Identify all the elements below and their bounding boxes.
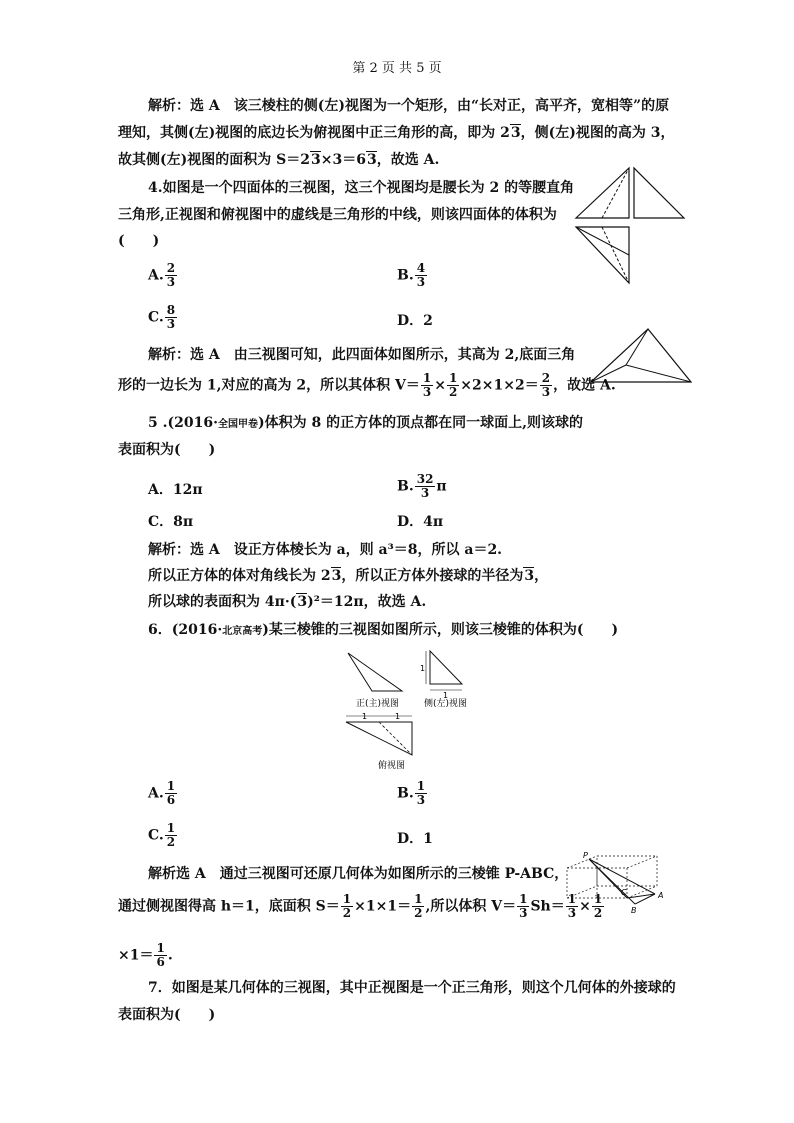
q4-option-b bbox=[397, 262, 428, 289]
q6-stem-line-1 bbox=[148, 620, 618, 642]
text: Sh＝ bbox=[530, 898, 565, 915]
numerator: 1 bbox=[448, 371, 458, 385]
q4-option-d: D．2 bbox=[397, 313, 433, 329]
q5-option-a: A．12π bbox=[148, 482, 203, 498]
dim-label: 1 bbox=[443, 691, 449, 700]
fraction bbox=[540, 372, 552, 399]
q4-three-view-figure bbox=[574, 163, 686, 288]
dim-label: 1 bbox=[362, 712, 368, 721]
pyramid-edges bbox=[589, 859, 655, 904]
numerator: 4 bbox=[416, 261, 426, 275]
top-view bbox=[576, 227, 629, 283]
source-tag: 全国甲卷 bbox=[217, 419, 258, 430]
fraction bbox=[154, 942, 166, 969]
q6-three-view-figure bbox=[338, 645, 484, 775]
label: A. bbox=[148, 785, 164, 802]
point-label-c: C bbox=[621, 888, 627, 897]
denominator: 3 bbox=[422, 385, 432, 399]
numerator: 1 bbox=[156, 941, 165, 955]
denominator: 6 bbox=[166, 793, 176, 807]
prev-solution-line-2 bbox=[118, 123, 675, 143]
text: 理知，其侧(左)视图的底边长为俯视图中正三角形的高，即为 2 bbox=[118, 125, 510, 141]
front-view bbox=[348, 653, 402, 691]
q5-option-b bbox=[397, 473, 447, 500]
denominator: 3 bbox=[420, 486, 430, 500]
q6-pyramid-figure bbox=[563, 850, 667, 914]
text: ×2×1×2＝ bbox=[460, 377, 539, 394]
q6-solution-line-2 bbox=[118, 893, 605, 920]
q5-solution-line-2 bbox=[148, 566, 548, 586]
numerator: 2 bbox=[541, 371, 551, 385]
text: 6．(2016· bbox=[148, 622, 223, 638]
q7-stem-line-2: 表面积为( ) bbox=[118, 1007, 216, 1023]
fraction bbox=[165, 304, 177, 331]
fraction bbox=[165, 262, 177, 289]
front-view bbox=[576, 168, 629, 218]
q6-option-b bbox=[397, 780, 428, 807]
q5-solution-line-1: 解析：选 A 设正方体棱长为 a，则 a³＝8，所以 a＝2. bbox=[148, 542, 503, 558]
numerator: 1 bbox=[166, 779, 176, 793]
dim-label: 1 bbox=[420, 664, 426, 673]
numerator: 1 bbox=[414, 892, 423, 906]
denominator: 3 bbox=[416, 275, 426, 289]
q4-tetrahedron-figure bbox=[588, 325, 694, 387]
sqrt: 3 bbox=[366, 152, 377, 168]
q4-stem-line-2: 三角形,正视图和俯视图中的虚线是三角形的中线，则该四面体的体积为 bbox=[118, 207, 557, 223]
q5-stem-line-2: 表面积为( ) bbox=[118, 442, 216, 458]
side-view-label: 侧(左)视图 bbox=[424, 699, 468, 709]
text: π bbox=[436, 478, 447, 495]
text: ，所以正方体外接球的半径为 bbox=[341, 568, 524, 584]
text: × bbox=[434, 377, 446, 394]
top-view bbox=[346, 712, 412, 755]
q6-solution-line-1: 解析选 A 通过三视图可还原几何体为如图所示的三棱锥 P-ABC， bbox=[148, 866, 569, 882]
fraction bbox=[415, 473, 436, 500]
denominator: 2 bbox=[342, 906, 352, 920]
text: 所以球的表面积为 4π·( bbox=[148, 594, 297, 610]
text: ，故选 A. bbox=[376, 152, 440, 168]
denominator: 3 bbox=[416, 793, 426, 807]
text: 所以正方体的体对角线长为 2 bbox=[148, 568, 331, 584]
text: ， bbox=[534, 568, 549, 584]
numerator: 8 bbox=[166, 303, 176, 317]
numerator: 1 bbox=[567, 892, 577, 906]
fraction bbox=[412, 893, 424, 920]
q7-stem-line-1: 7．如图是某几何体的三视图，其中正视图是一个正三角形，则这个几何体的外接球的 bbox=[148, 980, 676, 996]
fraction bbox=[165, 822, 177, 849]
point-label-b: B bbox=[631, 906, 637, 914]
text: 5 .(2016· bbox=[148, 415, 218, 431]
label: C. bbox=[148, 309, 164, 326]
denominator: 2 bbox=[593, 906, 603, 920]
q5-option-d: D．4π bbox=[397, 514, 444, 530]
sqrt: 3 bbox=[524, 568, 535, 584]
fraction bbox=[447, 372, 459, 399]
text: ×3＝6 bbox=[320, 152, 366, 168]
numerator: 2 bbox=[166, 261, 176, 275]
sqrt: 3 bbox=[297, 594, 308, 610]
q4-stem-line-1: 4.如图是一个四面体的三视图，这三个视图均是腰长为 2 的等腰直角 bbox=[148, 180, 575, 196]
fraction bbox=[341, 893, 353, 920]
q4-option-a bbox=[148, 262, 178, 289]
fraction bbox=[421, 372, 433, 399]
q5-option-c: C．8π bbox=[148, 514, 194, 530]
q4-stem-line-3: ( ) bbox=[118, 233, 160, 249]
label: C. bbox=[148, 827, 164, 844]
q6-option-a bbox=[148, 780, 178, 807]
numerator: 1 bbox=[166, 821, 176, 835]
denominator: 3 bbox=[166, 317, 176, 331]
q6-option-d: D．1 bbox=[397, 831, 433, 847]
source-tag: 北京高考 bbox=[222, 626, 263, 637]
label: B. bbox=[397, 478, 414, 495]
numerator: 1 bbox=[593, 892, 603, 906]
text: ，侧(左)视图的高为 3， bbox=[520, 125, 675, 141]
sqrt: 3 bbox=[310, 152, 321, 168]
prev-solution-line-1: 解析：选 A 该三棱柱的侧(左)视图为一个矩形，由“长对正，高平齐，宽相等”的原 bbox=[148, 98, 670, 114]
text: )体积为 8 的正方体的顶点都在同一球面上,则该球的 bbox=[257, 415, 583, 431]
q6-solution-line-3 bbox=[118, 942, 173, 969]
numerator: 32 bbox=[416, 472, 434, 486]
side-view bbox=[420, 651, 462, 700]
denominator: 3 bbox=[567, 906, 577, 920]
text: )某三棱锥的三视图如图所示，则该三棱锥的体积为( ) bbox=[262, 622, 619, 638]
q4-solution-line-2 bbox=[118, 372, 616, 399]
denominator: 2 bbox=[166, 835, 176, 849]
numerator: 1 bbox=[422, 371, 432, 385]
label: B. bbox=[397, 267, 414, 284]
text: 形的一边长为 1,对应的高为 2，所以其体积 V＝ bbox=[118, 377, 420, 394]
denominator: 3 bbox=[519, 906, 528, 920]
numerator: 1 bbox=[416, 779, 426, 793]
q5-solution-line-3 bbox=[148, 592, 426, 612]
label: A. bbox=[148, 267, 164, 284]
text: ，故选 A. bbox=[553, 377, 616, 394]
front-view-label: 正(主)视图 bbox=[356, 699, 400, 709]
text: ,所以体积 V＝ bbox=[425, 898, 517, 915]
q6-option-c bbox=[148, 822, 178, 849]
q4-solution-line-1: 解析：选 A 由三视图可知，此四面体如图所示，其高为 2,底面三角 bbox=[148, 347, 576, 363]
text: 通过侧视图得高 h＝1，底面积 S＝ bbox=[118, 898, 340, 915]
denominator: 2 bbox=[448, 385, 458, 399]
numerator: 1 bbox=[342, 892, 352, 906]
cube-frame bbox=[567, 856, 657, 898]
numerator: 1 bbox=[519, 892, 528, 906]
fraction bbox=[415, 262, 427, 289]
text: 故其侧(左)视图的面积为 S＝2 bbox=[118, 152, 310, 168]
top-view-label: 俯视图 bbox=[378, 761, 406, 771]
text: )²＝12π，故选 A. bbox=[307, 594, 427, 610]
dim-label: 1 bbox=[395, 712, 401, 721]
prev-solution-line-3 bbox=[118, 150, 439, 170]
fraction bbox=[415, 780, 427, 807]
label: B. bbox=[397, 785, 414, 802]
denominator: 2 bbox=[414, 906, 423, 920]
text: ×1＝ bbox=[118, 947, 154, 964]
point-label-p: P bbox=[583, 851, 588, 860]
text: ×1×1＝ bbox=[354, 898, 412, 915]
q5-stem-line-1 bbox=[148, 413, 583, 435]
point-label-a: A bbox=[658, 891, 664, 900]
page-header: 第 2 页 共 5 页 bbox=[352, 61, 442, 76]
q4-option-c bbox=[148, 304, 178, 331]
fraction bbox=[517, 893, 529, 920]
denominator: 3 bbox=[166, 275, 176, 289]
denominator: 3 bbox=[541, 385, 551, 399]
sqrt: 3 bbox=[331, 568, 342, 584]
sqrt: 3 bbox=[510, 125, 521, 141]
denominator: 6 bbox=[156, 955, 165, 969]
side-view bbox=[634, 168, 684, 218]
fraction bbox=[165, 780, 177, 807]
text: × bbox=[579, 898, 591, 915]
text: . bbox=[167, 947, 173, 964]
